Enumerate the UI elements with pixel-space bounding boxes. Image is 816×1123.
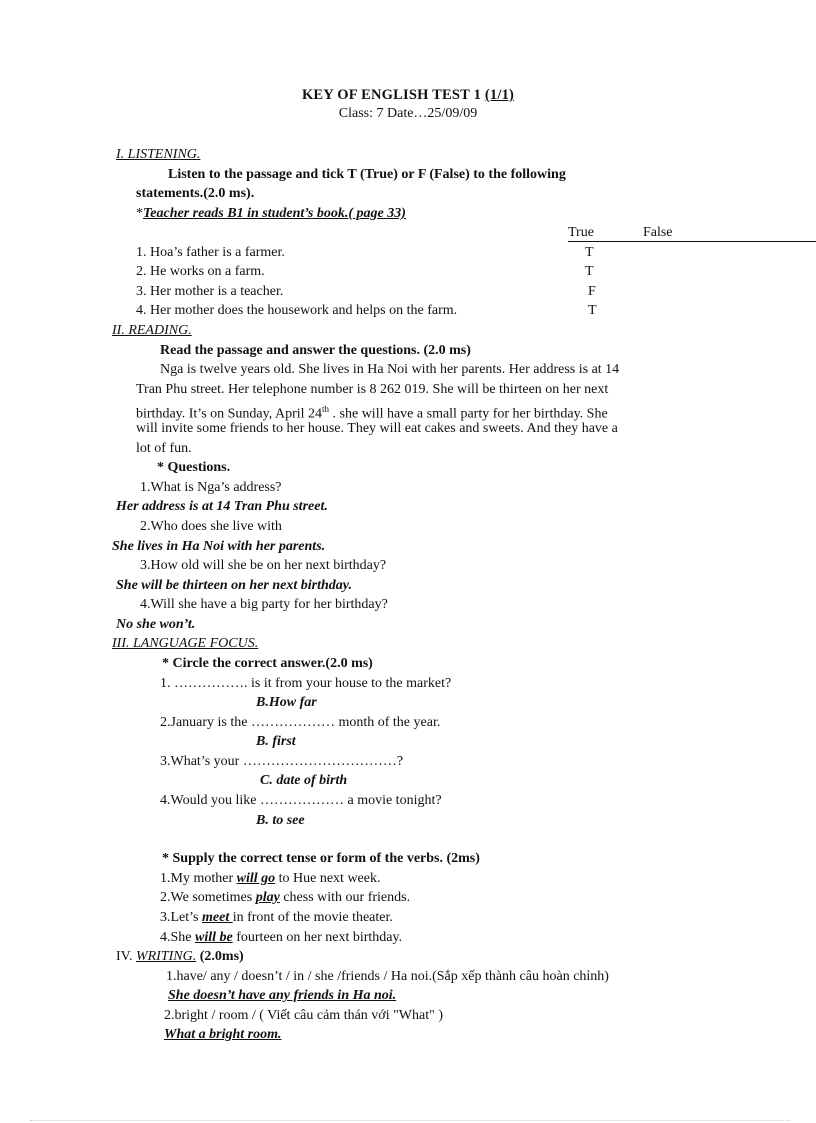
answer-3: She will be thirteen on her next birthday.: [116, 578, 352, 593]
listening-note: [136, 205, 406, 223]
lf-answer-4: B. to see: [256, 813, 305, 828]
listening-instruction-2: statements.(2.0 ms).: [136, 186, 255, 201]
answer-1: Her address is at 14 Tran Phu street.: [116, 499, 328, 514]
lf-question-3: 3.What’s your ……………………………?: [160, 754, 404, 769]
verb-item-2: [160, 889, 410, 907]
writing-heading-word: WRITING.: [135, 949, 197, 964]
title-main: KEY OF ENGLISH TEST 1: [301, 87, 482, 103]
writing-answer-1: She doesn’t have any friends in Ha noi.: [168, 988, 397, 1003]
listening-item-3: 3. Her mother is a teacher.: [136, 284, 284, 299]
listening-heading: I. LISTENING.: [116, 147, 201, 162]
writing-heading-num: IV.: [116, 949, 136, 964]
verb-2-pre: 2.We sometimes: [160, 890, 256, 905]
page-bottom-rule: [30, 1120, 790, 1121]
language-focus-heading: III. LANGUAGE FOCUS.: [112, 636, 259, 651]
verb-3-post: in front of the movie theater.: [232, 910, 393, 925]
verb-1-post: to Hue next week.: [275, 871, 381, 886]
true-false-header: [568, 225, 816, 242]
circle-instruction: * Circle the correct answer.(2.0 ms): [162, 656, 373, 671]
writing-heading-marks: (2.0ms): [196, 949, 244, 964]
lf-answer-3: C. date of birth: [260, 773, 348, 788]
note-text: Teacher reads B1 in student’s book.( page 33): [143, 206, 406, 221]
document-title: [0, 86, 816, 104]
verb-2-answer: play: [255, 890, 280, 905]
lf-question-4: 4.Would you like ……………… a movie tonight?: [160, 793, 442, 808]
writing-question-1: 1.have/ any / doesn’t / in / she /friends / Ha noi.(Sắp xếp thành câu hoàn chỉnh): [166, 969, 609, 984]
question-4: 4.Will she have a big party for her birthday?: [140, 597, 388, 612]
reading-instruction: Read the passage and answer the questions. (2.0 ms): [160, 343, 471, 358]
writing-heading: [116, 948, 244, 966]
verb-2-post: chess with our friends.: [279, 890, 411, 905]
question-1: 1.What is Nga’s address?: [140, 480, 282, 495]
writing-question-2: 2.bright / room / ( Viết câu cảm thán với "What" ): [164, 1008, 443, 1023]
listening-instruction-1: Listen to the passage and tick T (True) or F (False) to the following: [168, 167, 566, 182]
verb-item-4: [160, 929, 402, 947]
questions-heading: * Questions.: [157, 460, 231, 475]
passage-superscript: th: [322, 404, 330, 414]
verbs-instruction: * Supply the correct tense or form of the verbs. (2ms): [162, 851, 480, 866]
lf-answer-2: B. first: [256, 734, 296, 749]
verb-4-answer: will be: [195, 930, 233, 945]
listening-answer-1: T: [585, 245, 594, 260]
verb-item-1: [160, 870, 380, 888]
verb-item-3: [160, 909, 393, 927]
passage-line-3b: . she will have a small party for her birthday. She: [329, 406, 608, 422]
col-true: True: [568, 225, 594, 240]
title-page: (1/1): [484, 87, 515, 103]
verb-3-answer: meet: [202, 910, 233, 925]
listening-item-1: 1. Hoa’s father is a farmer.: [136, 245, 285, 260]
passage-line-3a: birthday. It’s on Sunday, April 24: [136, 406, 323, 422]
question-2: 2.Who does she live with: [140, 519, 282, 534]
listening-answer-4: T: [588, 303, 597, 318]
passage-line-2: Tran Phu street. Her telephone number is 8 262 019. She will be thirteen on her next: [136, 382, 609, 397]
listening-item-2: 2. He works on a farm.: [136, 264, 265, 279]
passage-line-1: Nga is twelve years old. She lives in Ha Noi with her parents. Her address is at 14: [160, 362, 620, 377]
verb-1-pre: 1.My mother: [160, 871, 237, 886]
listening-answer-2: T: [585, 264, 594, 279]
verb-1-answer: will go: [236, 871, 276, 886]
question-3: 3.How old will she be on her next birthday?: [140, 558, 387, 573]
lf-question-1: 1. ……………. is it from your house to the market?: [160, 676, 452, 691]
note-star: *: [136, 206, 143, 221]
verb-3-pre: 3.Let’s: [160, 910, 202, 925]
verb-4-post: fourteen on her next birthday.: [232, 930, 403, 945]
passage-line-5: lot of fun.: [136, 441, 192, 456]
listening-item-4: 4. Her mother does the housework and helps on the farm.: [136, 303, 458, 318]
verb-4-pre: 4.She: [160, 930, 195, 945]
reading-heading: II. READING.: [112, 323, 192, 338]
lf-answer-1: B.How far: [256, 695, 317, 710]
col-false: False: [642, 225, 673, 240]
answer-4: No she won’t.: [116, 617, 196, 632]
class-date-line: Class: 7 Date…25/09/09: [338, 106, 478, 121]
passage-line-4: will invite some friends to her house. They will eat cakes and sweets. And they have a: [136, 421, 618, 436]
writing-answer-2: What a bright room.: [164, 1027, 282, 1042]
answer-2: She lives in Ha Noi with her parents.: [112, 539, 326, 554]
lf-question-2: 2.January is the ……………… month of the year.: [160, 715, 441, 730]
listening-answer-3: F: [588, 284, 596, 299]
